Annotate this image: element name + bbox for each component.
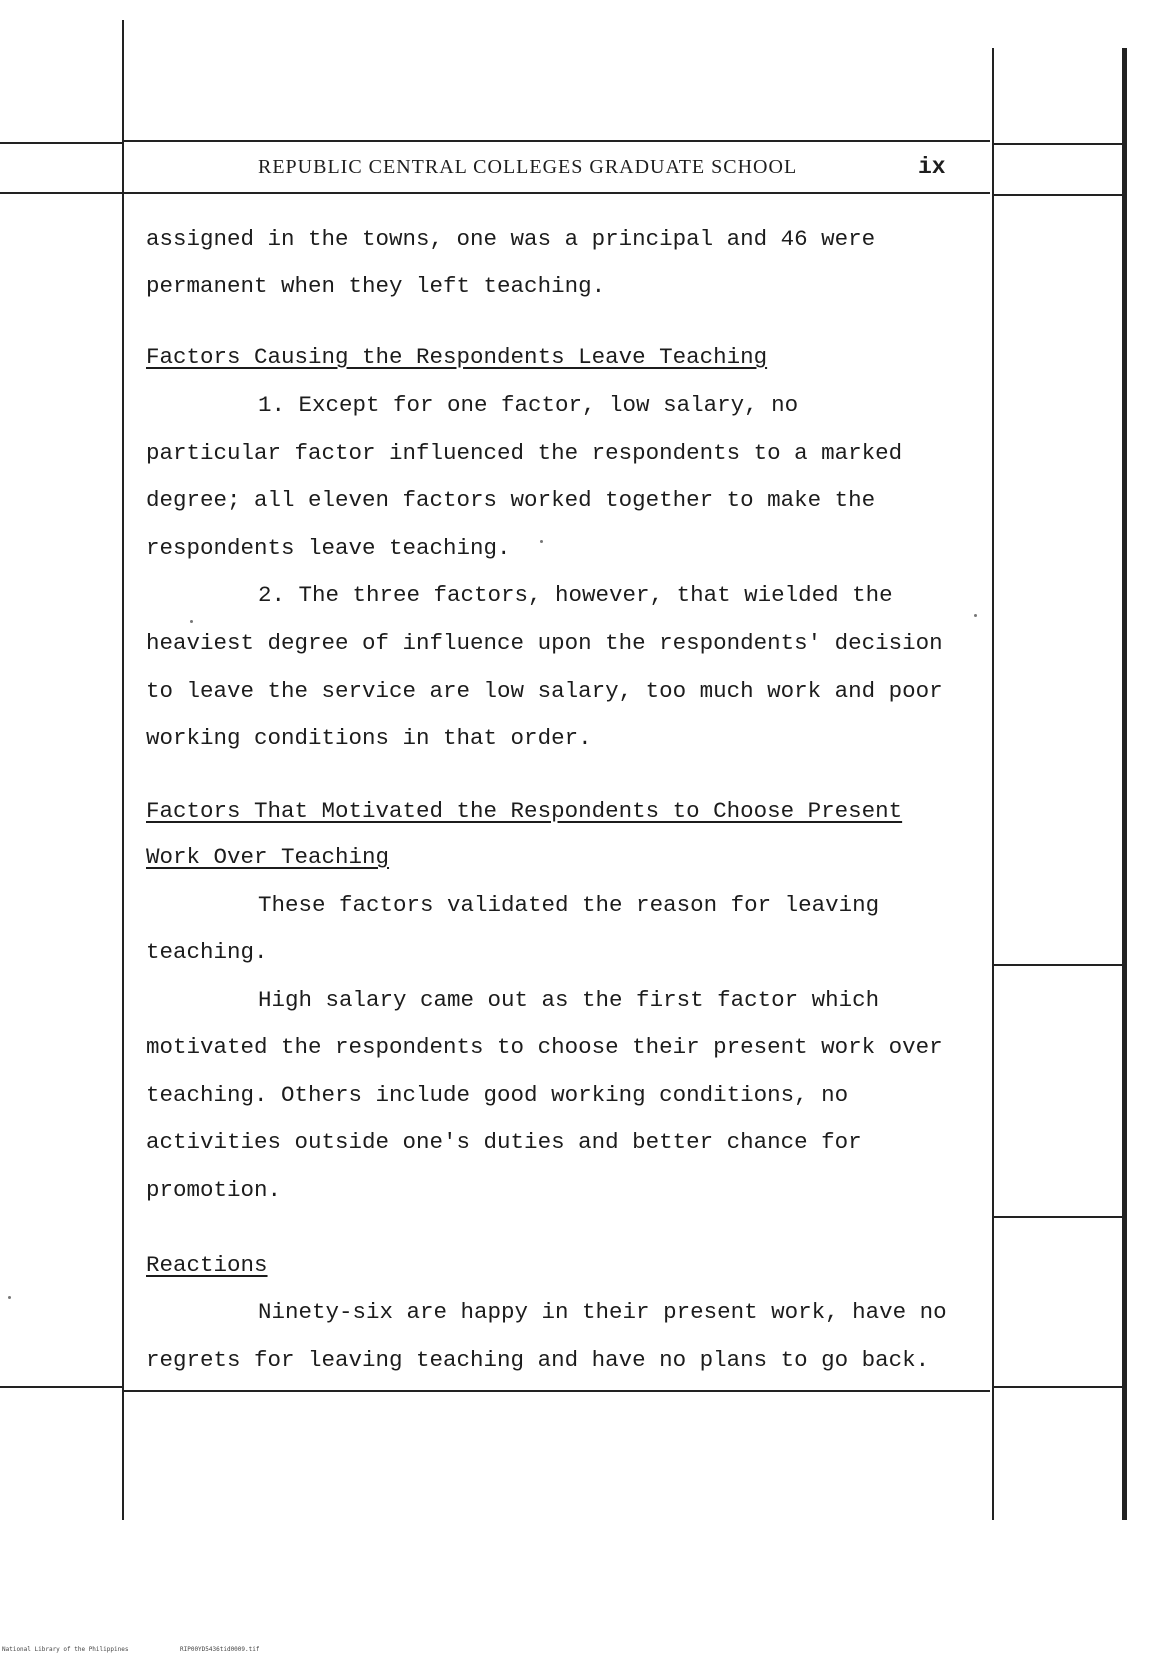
body-line: assigned in the towns, one was a principal and 46 were [146,226,876,252]
body-line: to leave the service are low salary, too much work and poor [146,678,943,704]
body-line: promotion. [146,1177,282,1203]
page-header-title: REPUBLIC CENTRAL COLLEGES GRADUATE SCHOOL [258,156,798,178]
header-bottom-rule [124,192,990,194]
body-line: working conditions in that order. [146,725,592,751]
body-line: regrets for leaving teaching and have no plans to go back. [146,1347,930,1373]
numbered-item-1: 1. Except for one factor, low salary, no [258,392,799,418]
header-bottom-rule-left [0,192,122,194]
footer-library-credit: National Library of the Philippines [2,1646,129,1653]
header-top-rule-right [994,143,1122,145]
outer-right-rule [1122,48,1127,1520]
right-column-rule-2 [994,1216,1122,1218]
header-top-rule-left [0,142,122,144]
right-margin-rule [992,48,994,1520]
body-line: Ninety-six are happy in their present work, have no [258,1299,947,1325]
footer-rule-left [0,1386,122,1388]
page-number: ix [918,154,946,180]
scan-speck [974,614,977,617]
header-top-rule [124,140,990,142]
body-line: particular factor influenced the respondents to a marked [146,440,903,466]
scan-speck [540,540,543,543]
footer-rule [124,1390,990,1392]
body-line: teaching. Others include good working conditions, no [146,1082,849,1108]
body-line: High salary came out as the first factor which [258,987,880,1013]
section-heading-reactions: Reactions [146,1252,268,1278]
scan-speck [190,620,193,623]
scan-speck [8,1296,11,1299]
right-column-rule-1 [994,964,1122,966]
numbered-item-2: 2. The three factors, however, that wielded the [258,582,893,608]
footer-file-id: RIP00YD5436tid0009.tif [180,1646,260,1653]
left-margin-rule [122,20,124,1520]
header-bottom-rule-right [994,194,1122,196]
body-line: motivated the respondents to choose their present work over [146,1034,943,1060]
body-line: permanent when they left teaching. [146,273,606,299]
body-line: heaviest degree of influence upon the respondents' decision [146,630,943,656]
section-heading-motivation-cont: Work Over Teaching [146,844,390,870]
section-heading-motivation: Factors That Motivated the Respondents to Choose Present [146,798,903,824]
body-line: activities outside one's duties and better chance for [146,1129,862,1155]
body-line: These factors validated the reason for leaving [258,892,880,918]
body-line: teaching. [146,939,268,965]
section-heading-leave-factors: Factors Causing the Respondents Leave Teaching [146,344,768,370]
footer-rule-right [994,1386,1122,1388]
body-line: degree; all eleven factors worked together to make the [146,487,876,513]
body-line: respondents leave teaching. [146,535,511,561]
